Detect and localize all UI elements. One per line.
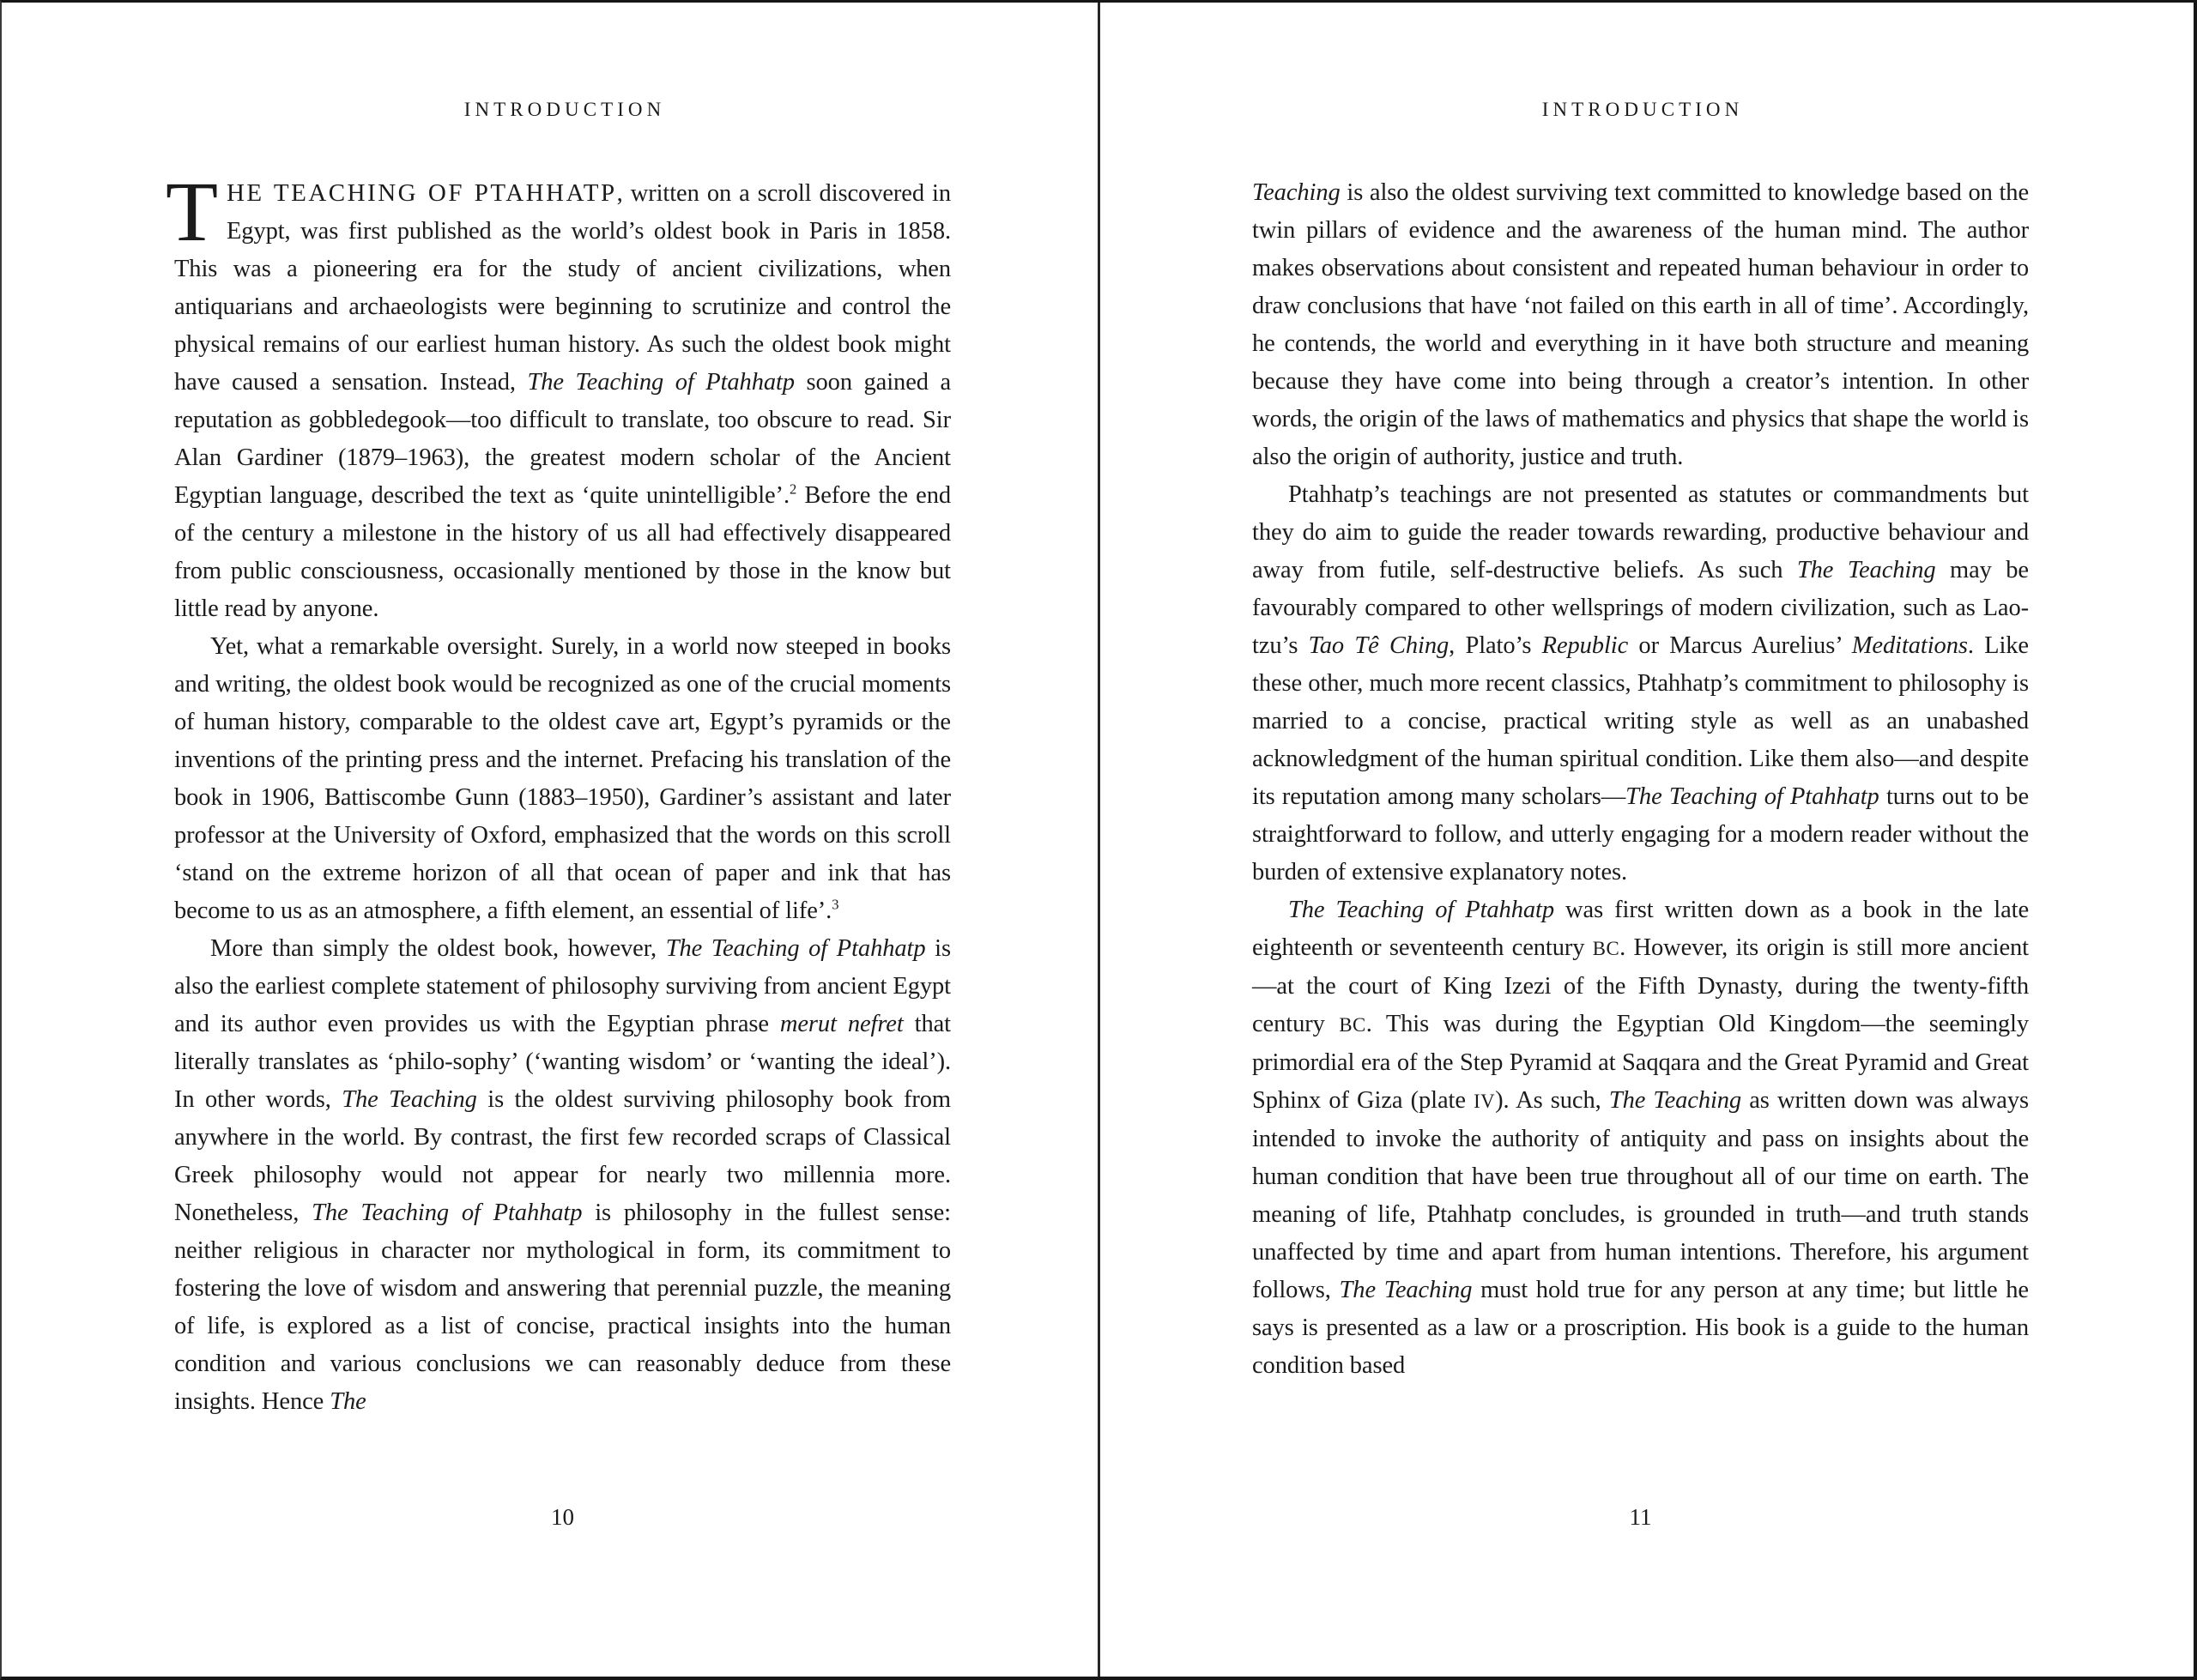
text-segment: Yet, what a remarkable oversight. Surely, in a world now steeped in books and writing, the oldest book would be recognized as one of the crucial moments of human history, comparable to the oldest cave art, Egypt’s pyramids or the inventions of the printing press and the internet. Prefacing his translation of the book in 1906, Battiscombe Gunn (1883–1950), Gardiner’s assistant and later professor at the University of Oxford, emphasized that the words on this scroll ‘stand on the extreme horizon of all that ocean of paper and ink that has become to us as an atmosphere, a fifth element, an essential of life’. bbox=[174, 633, 951, 924]
text-segment: Ptahhatp’s teachings are not presented as statutes or commandments but they do aim to guide the reader towards rewarding, productive behaviour and away from futile, self-destructive beliefs. As such bbox=[1252, 481, 2029, 583]
page-left-content bbox=[166, 3, 952, 1677]
paragraph bbox=[1252, 476, 2029, 891]
text-segment: may be favourably compared to other wellsprings of modern civilization, such as Lao-tzu’s bbox=[1252, 557, 2029, 659]
text-segment: HE TEACHING OF PTAHHATP bbox=[226, 179, 617, 207]
text-segment: must hold true for any person at any time; but little he says is presented as a law or a proscription. His book is a guide to the human condition based bbox=[1252, 1277, 2029, 1379]
text-segment: The bbox=[330, 1388, 366, 1415]
text-segment: , Plato’s bbox=[1449, 632, 1542, 659]
text-segment: The Teaching bbox=[1796, 557, 1936, 583]
text-segment: , written on a scroll discovered in Egypt, was first published as the world’s oldest book in Paris in 1858. This was a pioneering era for the study of ancient civilizations, when antiquarians and archaeologists were beginning to scrutinize and control the physical remains of our earliest human history. As such the oldest book might have caused a sensation. Instead, bbox=[174, 180, 952, 396]
text-segment: was first written down as a book in the late eighteenth or seventeenth century bbox=[1252, 897, 2029, 961]
text-segment: The Teaching of Ptahhatp bbox=[312, 1200, 583, 1226]
page-body-text bbox=[166, 164, 952, 1421]
paragraph bbox=[1252, 891, 2029, 1385]
page-number: 11 bbox=[1629, 1504, 1652, 1530]
text-segment: or Marcus Aurelius’ bbox=[1628, 632, 1852, 659]
text-segment: The Teaching of Ptahhatp bbox=[1625, 783, 1879, 810]
text-segment: is also the oldest surviving text committed to knowledge based on the twin pillars of evidence and the awareness of the human mind. The author makes observations about consistent and repeated human behaviour in order to draw conclusions that have ‘not failed on this earth in all of time’. Accordingly, he contends, the world and everything in it have both structure and meaning because they have come into being through a creator’s intention. In other words, the origin of the laws of mathematics and physics that shape the world is also the origin of authority, justice and truth. bbox=[1252, 179, 2029, 470]
text-segment: Meditations bbox=[1851, 632, 1968, 659]
text-segment: More than simply the oldest book, however, bbox=[210, 935, 666, 962]
text-segment: ). As such, bbox=[1495, 1087, 1609, 1114]
text-segment: The Teaching bbox=[1608, 1087, 1742, 1114]
text-segment: Before the end of the century a milestone in the history of us all had effectively disappeared from public consciousness, occasionally mentioned by those in the know but little read by anyone. bbox=[174, 482, 951, 622]
text-segment: The Teaching of Ptahhatp bbox=[665, 935, 926, 962]
page-body-text bbox=[1252, 174, 2029, 1385]
text-segment: The Teaching bbox=[342, 1086, 477, 1113]
text-segment: merut nefret bbox=[779, 1011, 904, 1037]
text-segment: is also the earliest complete statement of philosophy surviving from ancient Egypt and its author even provides us with the Egyptian phrase bbox=[174, 935, 951, 1037]
text-segment: soon gained a reputation as gobbledegook—too difficult to translate, too obscure to read. Sir Alan Gardiner (1879–1963), the greatest modern scholar of the Ancient Egyptian language, described the text as ‘quite unintelligible’. bbox=[174, 369, 952, 509]
text-segment: . However, its origin is still more ancient—at the court of King Izezi of the Fifth Dynasty, during the twenty-fifth century bbox=[1252, 934, 2030, 1037]
paragraph bbox=[174, 628, 951, 930]
text-segment: Republic bbox=[1541, 632, 1629, 659]
page-number: 10 bbox=[551, 1504, 574, 1530]
text-segment: BC bbox=[1592, 938, 1620, 959]
page-right-content bbox=[1252, 3, 2029, 1677]
text-segment: is philosophy in the fullest sense: neither religious in character nor mythological in form, its commitment to fostering the love of wisdom and answering that perennial puzzle, the meaning of life, is explored as a list of concise, practical insights into the human condition and various conclusions we can reasonably deduce from these insights. Hence bbox=[174, 1200, 951, 1415]
text-segment: The Teaching bbox=[1339, 1277, 1473, 1303]
text-segment: IV bbox=[1474, 1091, 1496, 1112]
running-head: INTRODUCTION bbox=[463, 99, 666, 120]
text-segment: . This was during the Egyptian Old Kingdom—the seemingly primordial era of the Step Pyramid at Saqqara and the Great Pyramid and Great Sphinx of Giza (plate bbox=[1252, 1011, 2029, 1114]
text-segment: Tao Tê Ching bbox=[1308, 632, 1450, 659]
text-segment: The Teaching of Ptahhatp bbox=[527, 369, 795, 396]
text-segment: as written down was always intended to invoke the authority of antiquity and pass on insights about the human condition that have been true throughout all of our time on earth. The meaning of life, Ptahhatp concludes, is grounded in truth—and truth stands unaffected by time and apart from human intentions. Therefore, his argument follows, bbox=[1252, 1087, 2029, 1303]
text-segment: is the oldest surviving philosophy book from anywhere in the world. By contrast, the first few recorded scraps of Classical Greek philosophy would not appear for nearly two millennia more. Nonetheless, bbox=[174, 1086, 951, 1226]
text-segment: Teaching bbox=[1252, 179, 1341, 206]
text-segment: . Like these other, much more recent classics, Ptahhatp’s commitment to philosophy is married to a concise, practical writing style as well as an unabashed acknowledgment of the human spiritual condition. Like them also—and despite its reputation among many scholars— bbox=[1252, 632, 2029, 810]
text-segment: 2 bbox=[789, 480, 797, 498]
paragraph bbox=[1252, 174, 2029, 476]
page-left bbox=[2, 3, 1100, 1677]
drop-cap: T bbox=[166, 164, 218, 259]
running-head: INTRODUCTION bbox=[1541, 99, 1744, 120]
paragraph bbox=[174, 930, 951, 1421]
text-segment: The Teaching of Ptahhatp bbox=[1288, 897, 1554, 923]
paragraph bbox=[166, 164, 952, 628]
text-segment: turns out to be straightforward to follow, and utterly engaging for a modern reader without the burden of extensive explanatory notes. bbox=[1252, 783, 2030, 885]
text-segment: BC bbox=[1339, 1014, 1366, 1036]
text-segment: that literally translates as ‘philo-sophy’ (‘wanting wisdom’ or ‘wanting the ideal’). In other words, bbox=[174, 1011, 951, 1113]
page-right bbox=[1103, 3, 2195, 1677]
text-segment: 3 bbox=[832, 896, 839, 913]
